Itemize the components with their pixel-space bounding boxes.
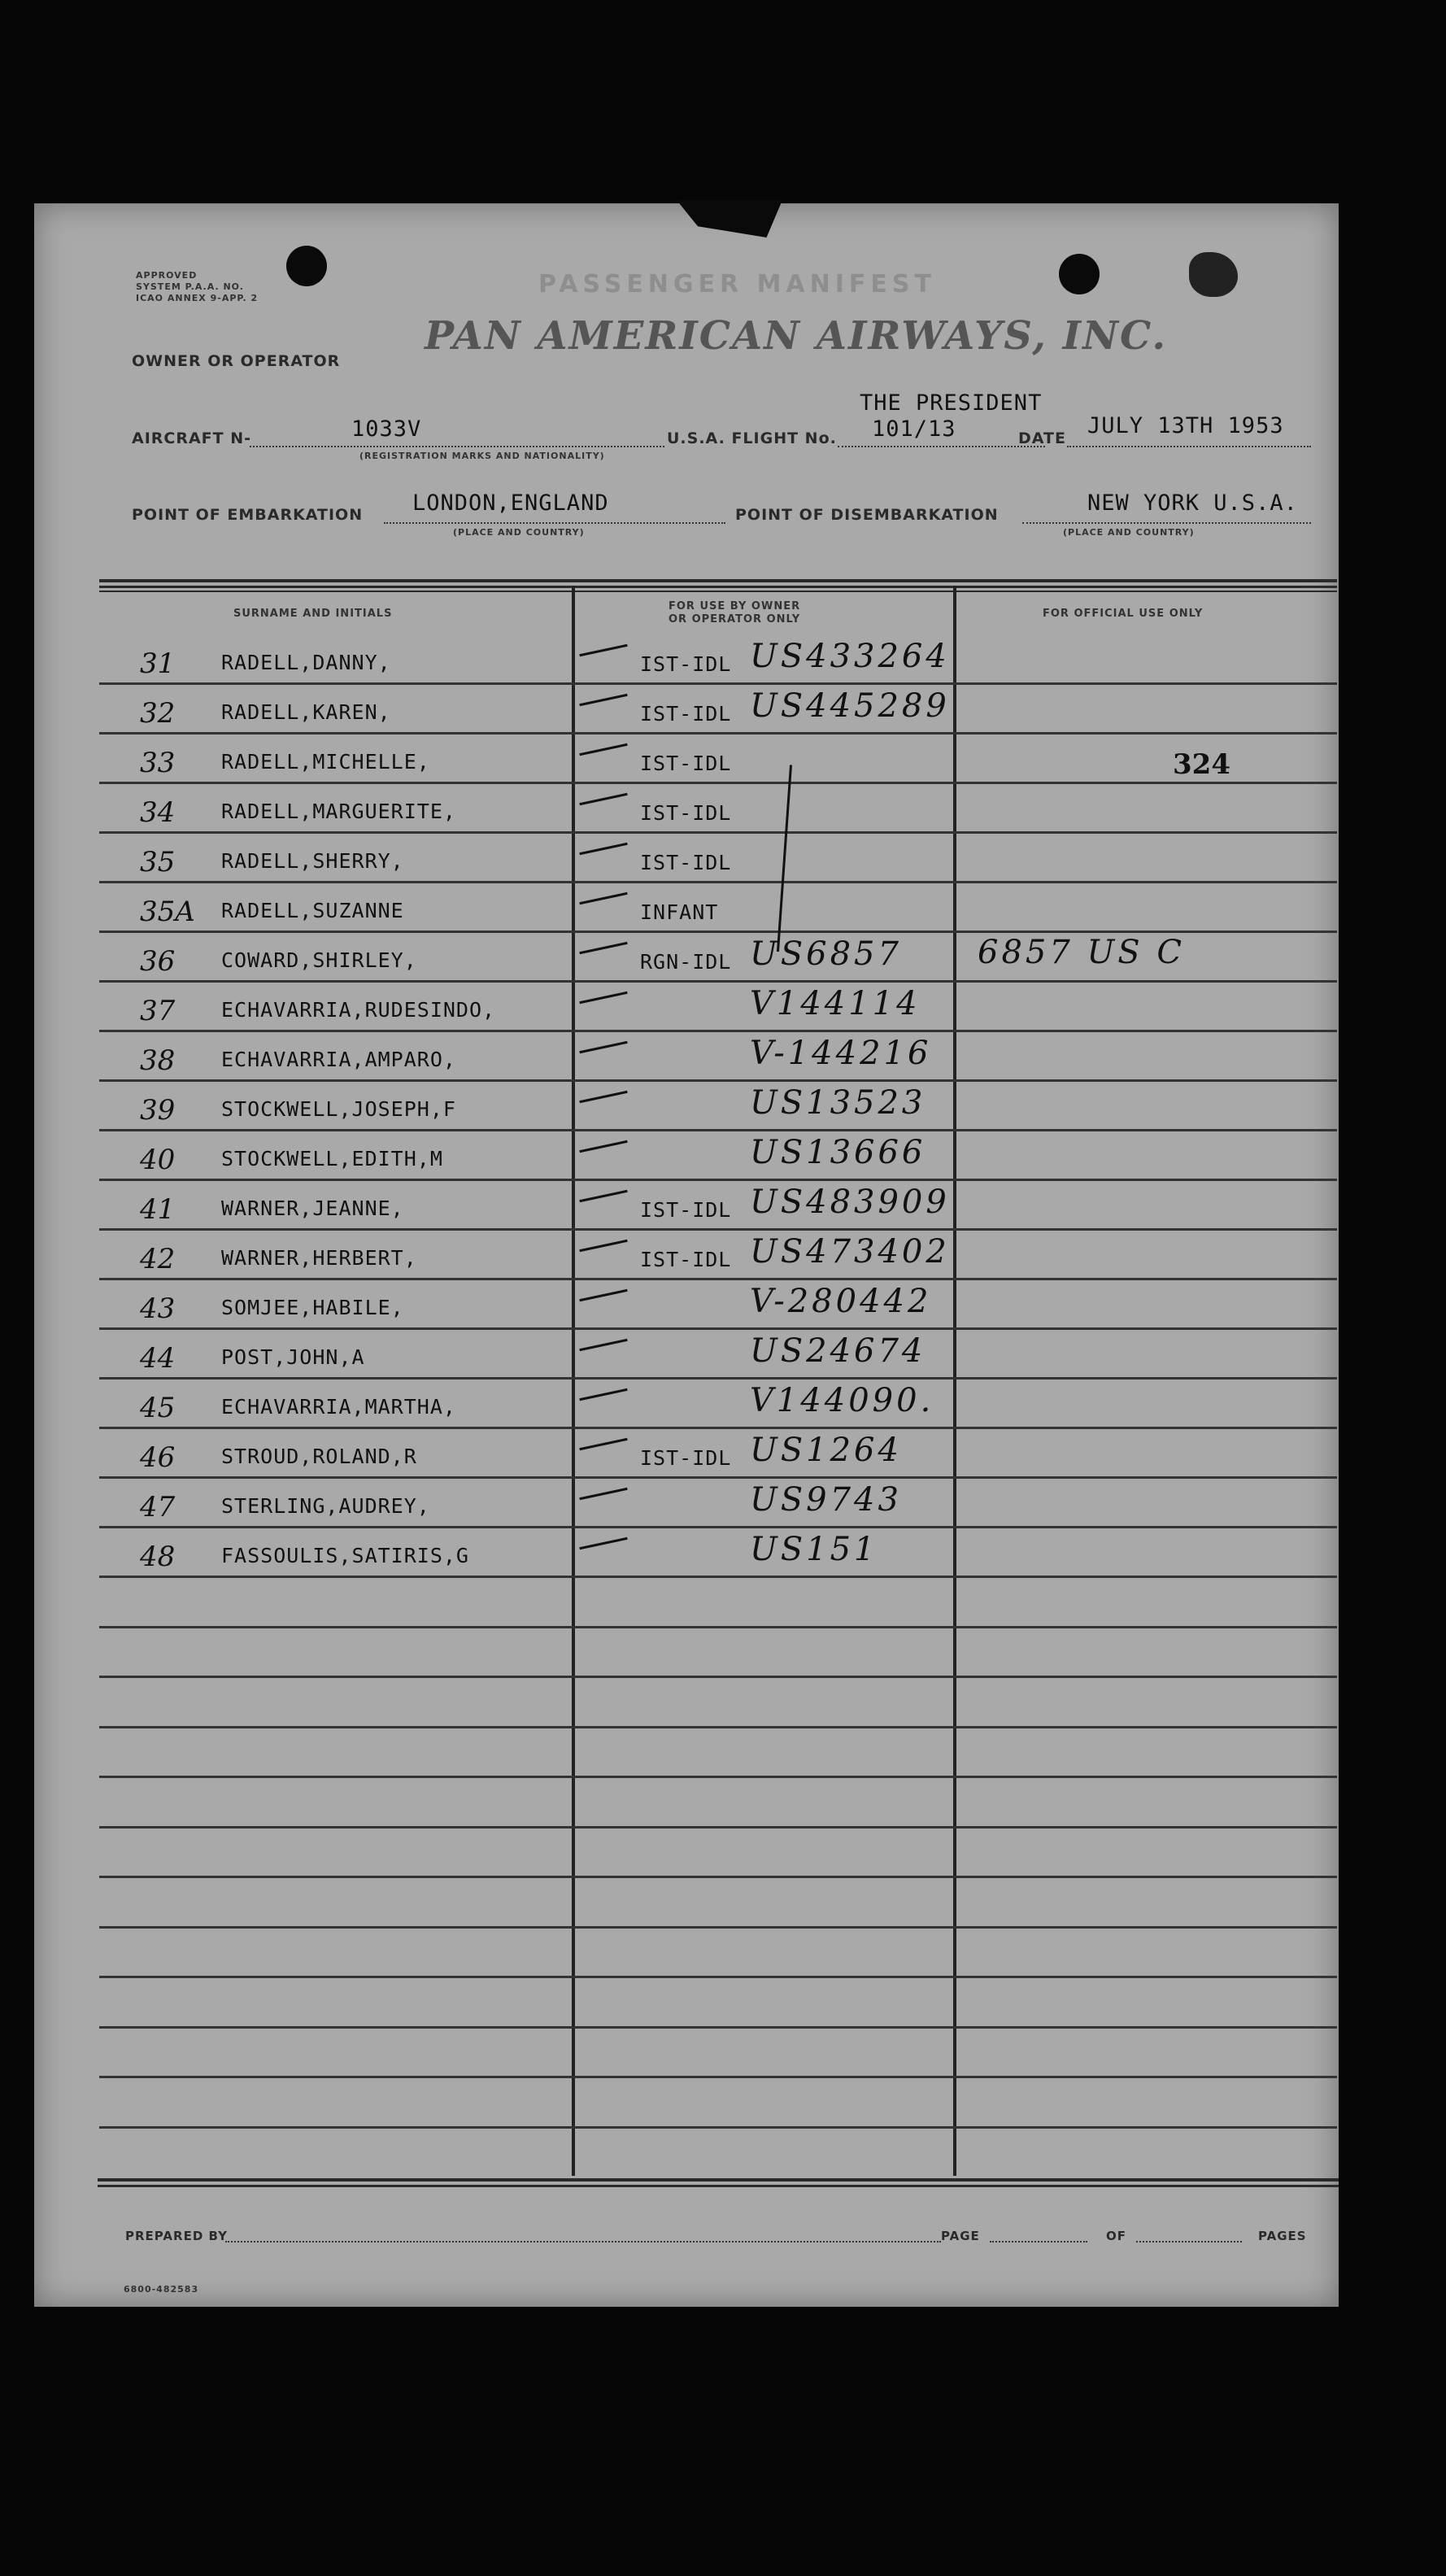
passenger-name: RADELL,SUZANNE [221,899,404,922]
row-number: 40 [140,1144,176,1176]
passenger-name: ECHAVARRIA,MARTHA, [221,1395,456,1419]
row-number: 38 [140,1044,176,1077]
embark-caption: (PLACE AND COUNTRY) [453,527,585,538]
official-note: 324 [1173,748,1230,781]
blank-row [99,1776,1337,1778]
punch-hole-left [286,246,327,286]
manifest-row [99,782,1337,834]
passport-number: US13523 [750,1084,926,1122]
owner-label: OWNER OR OPERATOR [132,352,341,370]
check-mark [579,743,627,756]
company-name: PAN AMERICAN AIRWAYS, INC. [425,313,1168,359]
disembark-label: POINT OF DISEMBARKATION [735,506,999,524]
row-number: 45 [140,1392,176,1424]
passenger-name: STROUD,ROLAND,R [221,1445,417,1468]
passport-number-secondary: 6857 US C [978,934,1185,971]
passport-number: US9743 [750,1481,902,1519]
check-mark [579,1190,627,1202]
passenger-name: STERLING,AUDREY, [221,1494,430,1518]
fare-class: IST-IDL [640,801,732,825]
manifest-row [99,1228,1337,1280]
row-number: 39 [140,1094,176,1127]
blank-row [99,1976,1337,1978]
paper-tear-top [677,200,782,238]
check-mark [579,1339,627,1351]
passport-number: US6857 [750,935,902,973]
fare-class: IST-IDL [640,652,732,676]
prepared-label: PREPARED BY [125,2229,228,2243]
check-mark [579,694,627,706]
passenger-name: COWARD,SHIRLEY, [221,948,417,972]
row-number: 33 [140,747,176,779]
passport-number: US473402 [750,1233,950,1271]
blank-row [99,1626,1337,1628]
fare-class: IST-IDL [640,752,732,775]
passport-number: US24674 [750,1332,926,1370]
blank-row [99,1876,1337,1878]
check-mark [579,892,627,904]
manifest-sheet [34,203,1339,2307]
passport-number: US151 [750,1531,878,1568]
blank-row [99,1826,1337,1828]
row-number: 35 [140,846,176,878]
manifest-row [99,1278,1337,1330]
approval-line-1: APPROVED [136,270,198,281]
check-mark [579,1388,627,1401]
manifest-row [99,1377,1337,1429]
manifest-row [99,1526,1337,1578]
check-mark [579,1289,627,1301]
aircraft-value: 1033V [351,416,422,442]
check-mark [579,1091,627,1103]
row-number: 36 [140,945,176,978]
row-number: 47 [140,1491,176,1523]
row-number: 34 [140,796,176,829]
check-mark [579,942,627,954]
col-owner-header-2: OR OPERATOR ONLY [669,613,801,625]
check-mark [579,1041,627,1053]
fare-class: IST-IDL [640,702,732,726]
manifest-row [99,1179,1337,1231]
fare-class: IST-IDL [640,851,732,874]
manifest-row [99,1427,1337,1479]
passport-number: V-280442 [750,1283,932,1320]
manifest-row [99,1327,1337,1380]
aircraft-caption: (REGISTRATION MARKS AND NATIONALITY) [359,451,605,461]
passport-number: US1264 [750,1432,902,1469]
of-label: OF [1106,2229,1126,2243]
flight-name: THE PRESIDENT [860,390,1043,416]
row-number: 44 [140,1342,176,1375]
row-number: 42 [140,1243,176,1275]
passport-number: V144114 [750,985,921,1022]
passenger-name: STOCKWELL,EDITH,M [221,1147,443,1170]
fare-class: IST-IDL [640,1198,732,1222]
row-number: 37 [140,995,176,1027]
passenger-name: STOCKWELL,JOSEPH,F [221,1097,456,1121]
passenger-name: FASSOULIS,SATIRIS,G [221,1544,469,1567]
form-number: 6800-482583 [124,2284,199,2295]
check-mark [579,1240,627,1252]
passenger-name: POST,JOHN,A [221,1345,365,1369]
check-mark [579,1488,627,1500]
manifest-row [99,881,1337,933]
manifest-row [99,1476,1337,1528]
passport-number: US13666 [750,1134,926,1171]
row-number: 46 [140,1441,176,1474]
page-label: PAGE [941,2229,980,2243]
fare-class: RGN-IDL [640,950,732,974]
aircraft-label: AIRCRAFT N- [132,429,252,447]
check-mark [579,992,627,1004]
passenger-name: WARNER,HERBERT, [221,1246,417,1270]
col-owner-header-1: FOR USE BY OWNER [669,600,801,612]
passport-number: US483909 [750,1183,950,1221]
row-number: 41 [140,1193,176,1226]
embark-value: LONDON,ENGLAND [412,490,609,516]
flight-value: 101/13 [872,416,956,442]
check-mark [579,843,627,855]
row-number: 43 [140,1292,176,1325]
passenger-name: RADELL,MICHELLE, [221,750,430,774]
blank-row [99,1926,1337,1929]
punch-hole-right [1059,254,1100,294]
fare-class: INFANT [640,900,719,924]
manifest-row [99,682,1337,734]
manifest-row [99,831,1337,883]
manifest-row [99,1079,1337,1131]
date-label: DATE [1018,429,1066,447]
passenger-name: ECHAVARRIA,RUDESINDO, [221,998,496,1022]
approval-line-3: ICAO ANNEX 9-APP. 2 [136,293,259,303]
fare-class: IST-IDL [640,1446,732,1470]
manifest-row [99,931,1337,983]
passport-number: V-144216 [750,1035,932,1072]
blank-row [99,2076,1337,2078]
col-official-header: FOR OFFICIAL USE ONLY [1043,608,1204,620]
check-mark [579,644,627,656]
check-mark [579,1537,627,1550]
flight-label: U.S.A. FLIGHT No. [667,429,837,447]
embark-label: POINT OF EMBARKATION [132,506,364,524]
row-number: 31 [140,647,176,680]
passenger-name: RADELL,MARGUERITE, [221,800,456,823]
manifest-row [99,980,1337,1032]
disembark-value: NEW YORK U.S.A. [1087,490,1298,516]
disembark-caption: (PLACE AND COUNTRY) [1063,527,1195,538]
passenger-name: ECHAVARRIA,AMPARO, [221,1048,456,1071]
row-number: 35A [140,896,195,928]
passenger-name: RADELL,KAREN, [221,700,391,724]
passenger-name: RADELL,DANNY, [221,651,391,674]
col-name-header: SURNAME AND INITIALS [233,608,393,620]
check-mark [579,1140,627,1153]
check-mark [579,793,627,805]
passport-number: V144090. [750,1382,934,1419]
passport-number: US433264 [750,638,950,675]
blank-row [99,2126,1337,2129]
passenger-name: SOMJEE,HABILE, [221,1296,404,1319]
check-mark [579,1438,627,1450]
manifest-row [99,1030,1337,1082]
passport-number: US445289 [750,687,950,725]
approval-line-2: SYSTEM P.A.A. NO. [136,281,244,292]
date-value: JULY 13TH 1953 [1087,413,1284,438]
pages-label: PAGES [1258,2229,1307,2243]
passenger-name: WARNER,JEANNE, [221,1196,404,1220]
row-number: 32 [140,697,176,730]
manifest-title: PASSENGER MANIFEST [538,270,936,299]
fare-class: IST-IDL [640,1248,732,1271]
manifest-row [99,732,1337,784]
blank-row [99,1676,1337,1678]
passenger-name: RADELL,SHERRY, [221,849,404,873]
blank-row [99,2026,1337,2029]
blank-row [99,1726,1337,1728]
row-number: 48 [140,1541,176,1573]
manifest-row [99,633,1337,685]
paper-tear-right [1189,252,1238,297]
manifest-row [99,1129,1337,1181]
